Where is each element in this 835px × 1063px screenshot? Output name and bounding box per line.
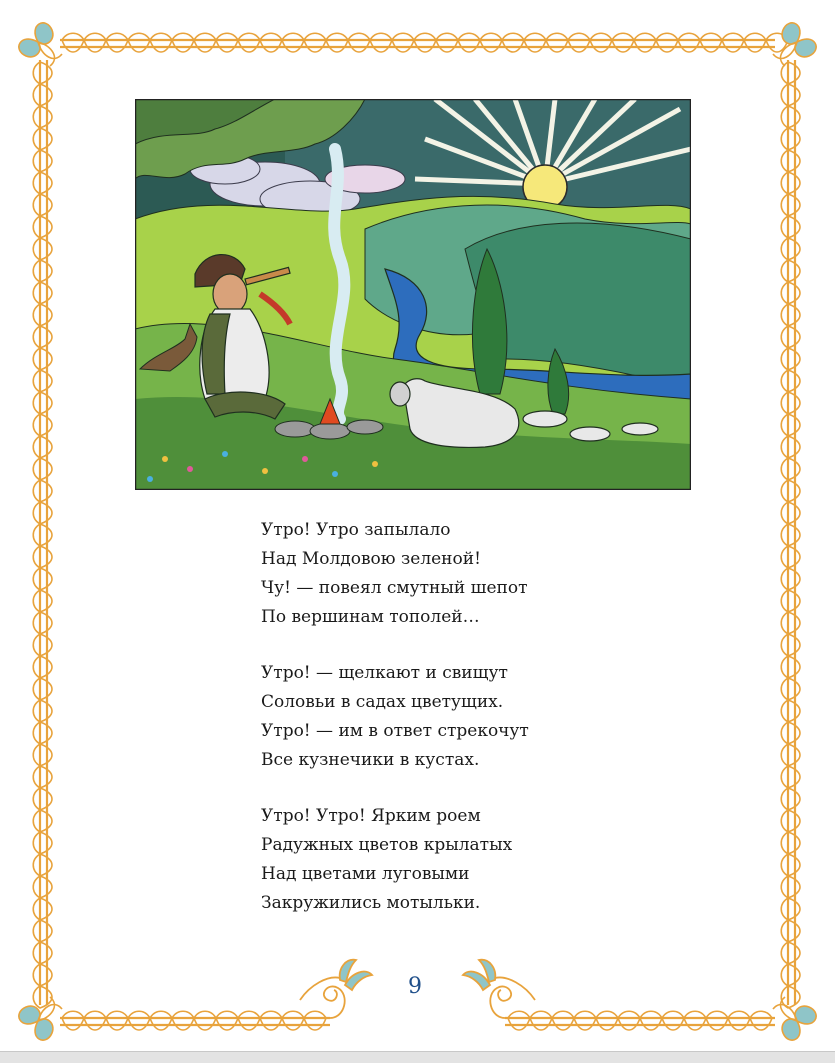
border-loop <box>33 172 52 194</box>
border-loop <box>33 810 52 832</box>
border-loop <box>781 744 800 766</box>
poem-line: Радужных цветов крылатых <box>261 835 513 855</box>
poem-line: Утро! Утро запылало <box>261 520 451 540</box>
border-loop <box>62 33 84 52</box>
border-loop <box>781 84 800 106</box>
poem-line: По вершинам тополей… <box>261 607 480 627</box>
poem-line: Над Молдовою зеленой! <box>261 549 481 569</box>
border-loop <box>781 524 800 546</box>
border-loop <box>781 194 800 216</box>
border-loop <box>33 656 52 678</box>
border-loop <box>150 33 172 52</box>
border-loop <box>781 898 800 920</box>
border-loop <box>781 238 800 260</box>
border-loop <box>33 392 52 414</box>
border-loop <box>150 1011 172 1030</box>
border-loop <box>781 436 800 458</box>
border-loop <box>33 106 52 128</box>
border-loop <box>508 1011 530 1030</box>
border-loop <box>781 634 800 656</box>
border-loop <box>781 612 800 634</box>
border-loop <box>194 1011 216 1030</box>
border-loop <box>33 216 52 238</box>
viewer-bottom-edge <box>0 1051 835 1063</box>
border-loop <box>194 33 216 52</box>
poem-line: Над цветами луговыми <box>261 864 470 884</box>
border-loop <box>172 1011 194 1030</box>
border-loop <box>370 33 392 52</box>
border-loop <box>781 304 800 326</box>
border-loop <box>781 568 800 590</box>
border-loop <box>33 282 52 304</box>
border-loop <box>33 502 52 524</box>
border-loop <box>781 810 800 832</box>
border-loop <box>348 33 370 52</box>
border-loop <box>684 1011 706 1030</box>
border-loop <box>546 33 568 52</box>
border-loop <box>781 964 800 986</box>
border-loop <box>458 33 480 52</box>
flourish-right <box>463 960 535 1018</box>
border-loop <box>781 106 800 128</box>
border-loop <box>781 700 800 722</box>
border-loop <box>260 33 282 52</box>
border-loop <box>33 524 52 546</box>
border-loop <box>33 480 52 502</box>
border-loop <box>33 546 52 568</box>
border-loop <box>678 33 700 52</box>
border-loop <box>502 33 524 52</box>
border-loop <box>568 33 590 52</box>
corner-ornament-top-left <box>19 23 62 66</box>
border-loop <box>33 722 52 744</box>
illustration-shepherd-landscape <box>135 99 691 490</box>
border-loop <box>781 216 800 238</box>
border-loop <box>722 33 744 52</box>
border-loop <box>128 1011 150 1030</box>
corner-ornament-top-right <box>773 23 816 66</box>
border-loop <box>728 1011 750 1030</box>
border-loop <box>33 854 52 876</box>
border-loop <box>781 150 800 172</box>
border-loop <box>282 1011 304 1030</box>
border-loop <box>662 1011 684 1030</box>
border-loop <box>33 898 52 920</box>
border-loop <box>781 282 800 304</box>
border-loop <box>781 832 800 854</box>
border-loop <box>524 33 546 52</box>
border-loop <box>33 744 52 766</box>
border-loop <box>781 392 800 414</box>
border-loop <box>590 33 612 52</box>
border-loop <box>574 1011 596 1030</box>
border-loop <box>33 348 52 370</box>
border-loop <box>33 370 52 392</box>
border-loop <box>781 876 800 898</box>
border-loop <box>33 128 52 150</box>
border-loop <box>392 33 414 52</box>
poem-line: Все кузнечики в кустах. <box>261 750 480 770</box>
border-loop <box>33 986 52 1008</box>
stanza-3 <box>261 802 601 918</box>
border-loop <box>750 1011 772 1030</box>
border-loop <box>84 33 106 52</box>
border-loop <box>781 942 800 964</box>
border-loop <box>781 656 800 678</box>
border-loop <box>781 172 800 194</box>
poem-line: Соловьи в садах цветущих. <box>261 692 504 712</box>
border-loop <box>781 326 800 348</box>
border-loop <box>552 1011 574 1030</box>
border-loop <box>260 1011 282 1030</box>
border-loop <box>326 33 348 52</box>
border-loop <box>480 33 502 52</box>
border-loop <box>33 678 52 700</box>
border-loop <box>33 458 52 480</box>
border-loop <box>238 33 260 52</box>
border-loop <box>106 1011 128 1030</box>
border-loop <box>33 238 52 260</box>
border-loop <box>84 1011 106 1030</box>
border-loop <box>304 1011 326 1030</box>
border-loop <box>128 33 150 52</box>
border-loop <box>33 700 52 722</box>
border-loop <box>304 33 326 52</box>
border-loop <box>33 920 52 942</box>
border-loop <box>33 832 52 854</box>
border-loop <box>62 1011 84 1030</box>
border-loop <box>33 590 52 612</box>
border-loop <box>33 942 52 964</box>
border-loop <box>781 920 800 942</box>
border-loop <box>33 62 52 84</box>
border-loop <box>781 480 800 502</box>
border-loop <box>216 33 238 52</box>
border-loop <box>781 348 800 370</box>
poem-line: Чу! — повеял смутный шепот <box>261 578 528 598</box>
border-loop <box>238 1011 260 1030</box>
border-loop <box>436 33 458 52</box>
border-loop <box>33 304 52 326</box>
border-loop <box>781 502 800 524</box>
border-loop <box>781 678 800 700</box>
border-loop <box>33 634 52 656</box>
border-loop <box>700 33 722 52</box>
border-loop <box>634 33 656 52</box>
border-loop <box>33 260 52 282</box>
border-loop <box>618 1011 640 1030</box>
stanza-2 <box>261 659 601 775</box>
border-loop <box>781 722 800 744</box>
border-loop <box>656 33 678 52</box>
border-loop <box>33 150 52 172</box>
border-loop <box>33 326 52 348</box>
border-loop <box>781 414 800 436</box>
poem-line: Закружились мотыльки. <box>261 893 481 913</box>
border-loop <box>172 33 194 52</box>
border-loop <box>596 1011 618 1030</box>
border-loop <box>106 33 128 52</box>
stanza-1 <box>261 516 601 632</box>
border-loop <box>781 788 800 810</box>
border-loop <box>781 546 800 568</box>
poem-line: Утро! Утро! Ярким роем <box>261 806 481 826</box>
border-loop <box>781 766 800 788</box>
poem-line: Утро! — им в ответ стрекочут <box>261 721 529 741</box>
poem-line: Утро! — щелкают и свищут <box>261 663 508 683</box>
border-loop <box>33 436 52 458</box>
border-loop <box>216 1011 238 1030</box>
border-loop <box>33 964 52 986</box>
border-loop <box>744 33 766 52</box>
border-loop <box>33 414 52 436</box>
border-loop <box>282 33 304 52</box>
border-loop <box>781 590 800 612</box>
border-loop <box>612 33 634 52</box>
border-loop <box>781 128 800 150</box>
border-loop <box>781 260 800 282</box>
border-loop <box>33 612 52 634</box>
border-loop <box>781 854 800 876</box>
border-loop <box>33 84 52 106</box>
border-loop <box>33 766 52 788</box>
poem <box>261 516 601 945</box>
border-loop <box>530 1011 552 1030</box>
border-loop <box>33 568 52 590</box>
border-loop <box>640 1011 662 1030</box>
border-loop <box>33 876 52 898</box>
border-loop <box>33 788 52 810</box>
border-loop <box>33 194 52 216</box>
border-loop <box>781 370 800 392</box>
page-number: 9 <box>408 974 422 999</box>
border-loop <box>706 1011 728 1030</box>
border-loop <box>414 33 436 52</box>
flourish-left <box>300 960 372 1018</box>
border-loop <box>781 458 800 480</box>
